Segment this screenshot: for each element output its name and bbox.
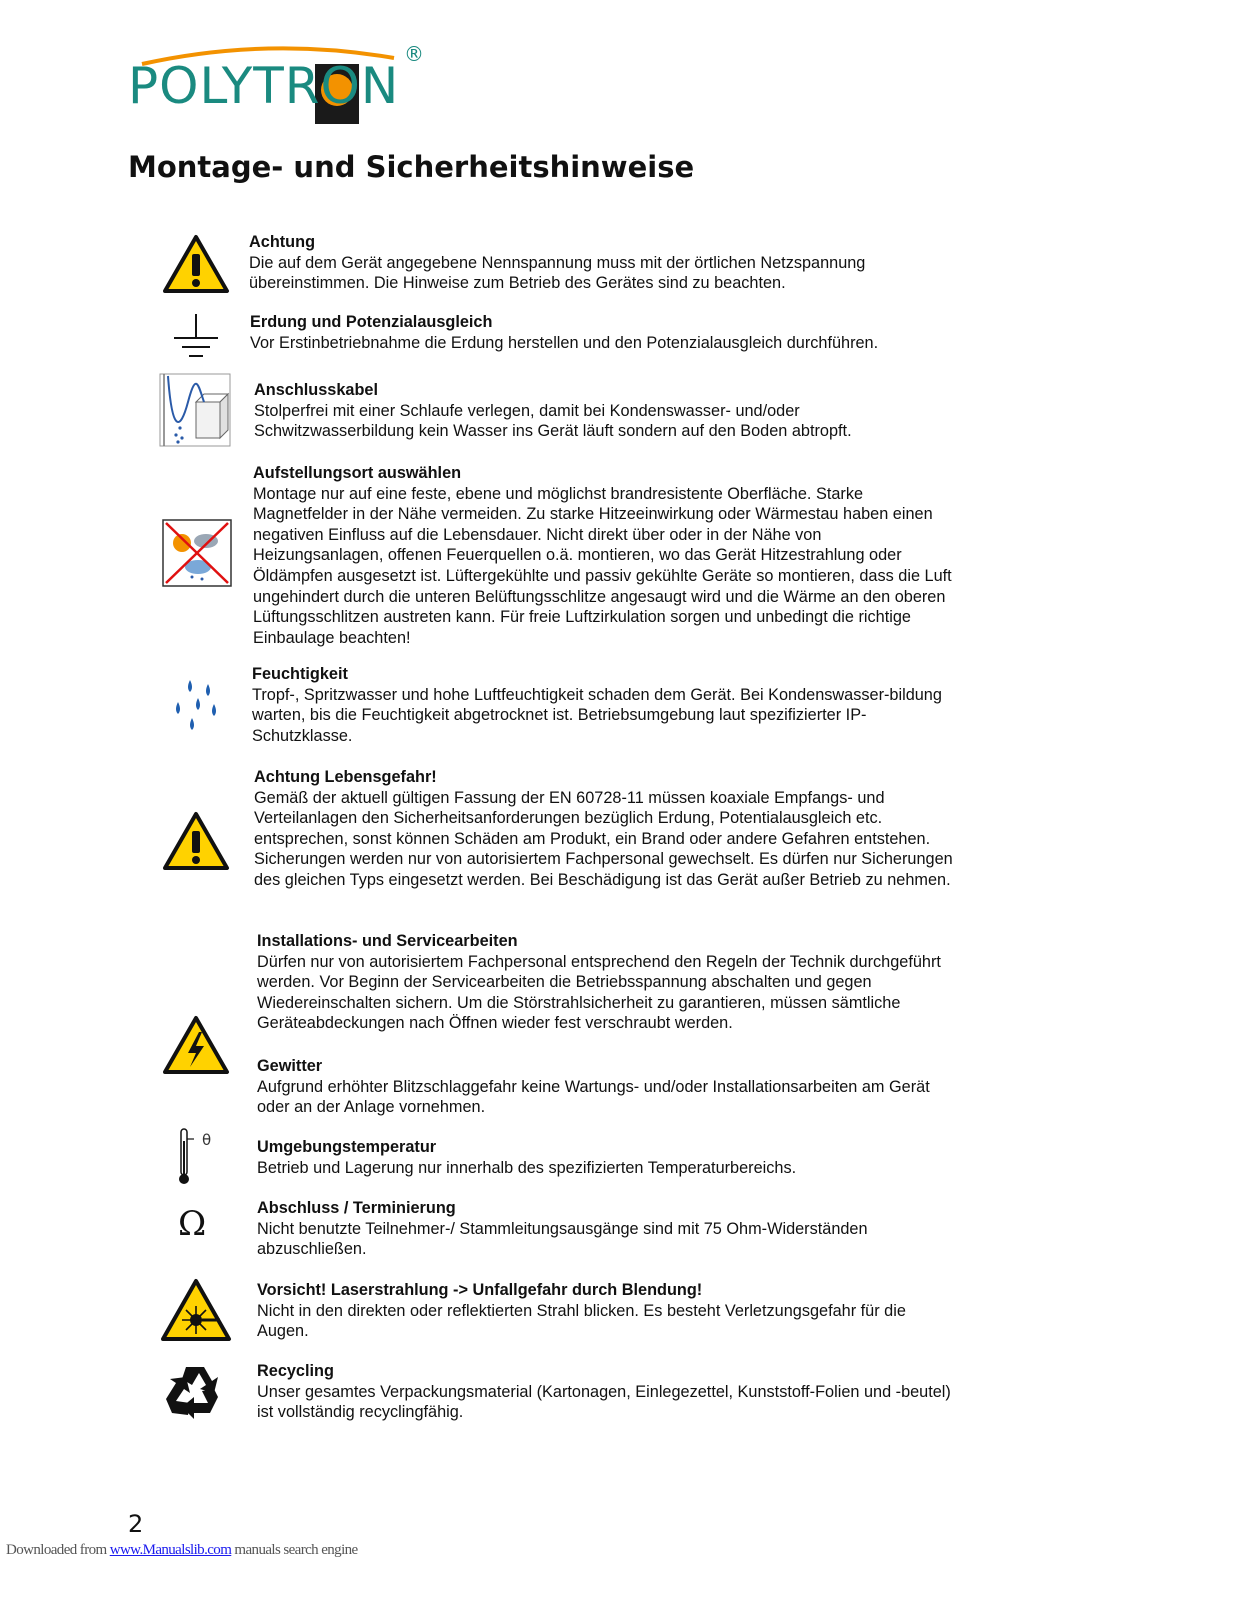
- section-text: [257, 1280, 957, 1342]
- section-text: [254, 767, 954, 891]
- section-text: [253, 463, 953, 648]
- manualslib-link[interactable]: www.Manualslib.com: [109, 1542, 232, 1558]
- section-title: Installations- und Servicearbeiten: [257, 932, 518, 950]
- page-title: Montage- und Sicherheitshinweise: [128, 150, 695, 184]
- section-text: [257, 1137, 957, 1178]
- section-body: Montage nur auf eine feste, ebene und möglichst brandresistente Oberfläche. Starke Magnetfelder in der Nähe vermeiden. Zu starke Hitzeeinwirkung oder Wärmestau haben einen negativen Einfluss auf die Lebensdauer. Nicht direkt über oder in der Nähe von Heizungsanlagen, offenen Feuerquellen o.ä. montieren, wo das Gerät Hitzestrahlung oder Öldämpfen ausgesetzt ist. Lüftergekühlte und passiv gekühlte Geräte so montieren, dass die Luft ungehindert durch die unteren Belüftungsschlitze angesaugt wird und die Wärme an den oberen Lüftungsschlitzen austreten kann. Für freie Luftzirkulation sorgen und unbedingt die richtige Einbaulage beachten!: [253, 484, 952, 647]
- cable-loop-icon: [158, 372, 232, 448]
- water-drops-icon: [172, 678, 222, 736]
- section-title: Umgebungstemperatur: [257, 1138, 437, 1156]
- section-title: Achtung: [249, 233, 316, 251]
- section-title: Recycling: [257, 1362, 334, 1380]
- section-body: Gemäß der aktuell gültigen Fassung der EN 60728-11 müssen koaxiale Empfangs- und Verteilanlagen den Sicherheitsanforderungen bezüglich Erdung, Potentialausgleich etc. entsprechen, sonst können Schäden am Produkt, ein Brand oder andere Gefahren entstehen. Sicherungen werden nur von autorisiertem Fachpersonal gewechselt. Es dürfen nur Sicherungen des gleichen Typs eingesetzt werden. Bei Beschädigung ist das Gerät außer Betrieb zu nehmen.: [254, 788, 953, 889]
- section-text: [257, 1056, 957, 1118]
- section-body: Nicht benutzte Teilnehmer-/ Stammleitungsausgänge sind mit 75 Ohm-Widerständen abzuschließen.: [257, 1219, 868, 1259]
- download-footer: [6, 1542, 358, 1559]
- section-title: Feuchtigkeit: [252, 665, 348, 683]
- warning-triangle-icon: [162, 234, 230, 294]
- no-weather-exposure-icon: [162, 519, 232, 587]
- section-title: Erdung und Potenzialausgleich: [250, 313, 493, 331]
- section-text: [257, 1361, 957, 1423]
- thermometer-icon: [174, 1127, 196, 1187]
- section-title: Abschluss / Terminierung: [257, 1199, 456, 1217]
- section-body: Aufgrund erhöhter Blitzschlaggefahr keine Wartungs- und/oder Installationsarbeiten am Gerät oder an der Anlage vornehmen.: [257, 1077, 930, 1117]
- page-number: 2: [128, 1510, 144, 1538]
- high-voltage-icon: [162, 1015, 230, 1075]
- section-title: Anschlusskabel: [254, 381, 378, 399]
- section-body: Betrieb und Lagerung nur innerhalb des spezifizierten Temperaturbereichs.: [257, 1158, 797, 1177]
- section-body: Nicht in den direkten oder reflektierten Strahl blicken. Es besteht Verletzungsgefahr für die Augen.: [257, 1301, 906, 1341]
- section-text: [254, 380, 954, 442]
- warning-triangle-icon: [162, 811, 230, 871]
- recycling-icon: [164, 1363, 226, 1421]
- section-text: [250, 312, 950, 353]
- section-title: Gewitter: [257, 1057, 323, 1075]
- section-text: [252, 664, 952, 746]
- polytron-logo: [128, 42, 428, 126]
- section-text: [249, 232, 949, 294]
- laser-warning-icon: [160, 1278, 232, 1342]
- footer-prefix: Downloaded from: [6, 1542, 110, 1558]
- section-body: Die auf dem Gerät angegebene Nennspannung muss mit der örtlichen Netzspannung übereinstimmen. Die Hinweise zum Betrieb des Gerätes sind zu beachten.: [249, 253, 866, 293]
- ohm-icon: Ω: [178, 1204, 207, 1244]
- logo-registered-mark: ®: [404, 42, 424, 66]
- section-title: Achtung Lebensgefahr!: [254, 768, 437, 786]
- section-text: [257, 1198, 957, 1260]
- logo-brand: POLYTRON: [128, 57, 400, 115]
- section-text: [257, 931, 957, 1034]
- section-body: Tropf-, Spritzwasser und hohe Luftfeuchtigkeit schaden dem Gerät. Bei Kondenswasser-bildung warten, bis die Feuchtigkeit abgetrocknet ist. Betriebsumgebung laut spezifizierter IP-Schutzklasse.: [252, 685, 942, 745]
- section-body: Dürfen nur von autorisiertem Fachpersonal entsprechend den Regeln der Technik durchgeführt werden. Vor Beginn der Servicearbeiten die Betriebsspannung abschalten und gegen Wiedereinschalten sichern. Um die Störstrahlsicherheit zu garantieren, müssen sämtliche Geräteabdeckungen nach Öffnen wieder fest verschraubt werden.: [257, 952, 941, 1033]
- ground-symbol-icon: [172, 314, 220, 360]
- footer-suffix: manuals search engine: [231, 1542, 358, 1558]
- section-title: Vorsicht! Laserstrahlung -> Unfallgefahr durch Blendung!: [257, 1281, 703, 1299]
- section-body: Vor Erstinbetriebnahme die Erdung herstellen und den Potenzialausgleich durchführen.: [250, 333, 879, 352]
- theta-label: θ: [202, 1131, 212, 1149]
- section-body: Unser gesamtes Verpackungsmaterial (Kartonagen, Einlegezettel, Kunststoff-Folien und -beutel) ist vollständig recyclingfähig.: [257, 1382, 951, 1422]
- section-body: Stolperfrei mit einer Schlaufe verlegen, damit bei Kondenswasser- und/oder Schwitzwasserbildung kein Wasser ins Gerät läuft sondern auf den Boden abtropft.: [254, 401, 852, 441]
- section-title: Aufstellungsort auswählen: [253, 464, 462, 482]
